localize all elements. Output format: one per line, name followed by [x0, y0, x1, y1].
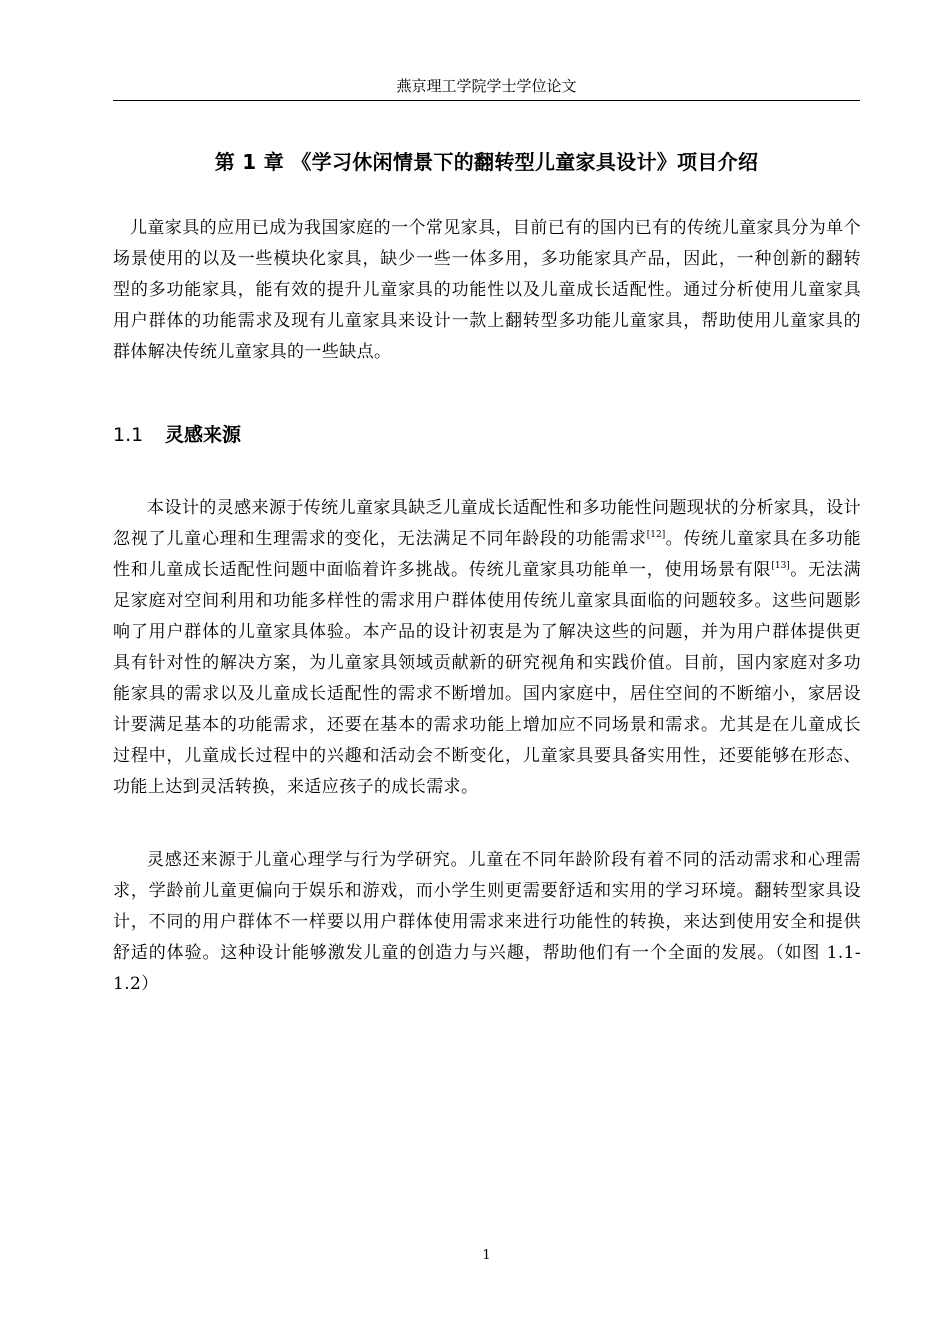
section-title: 灵感来源 [165, 424, 242, 446]
chapter-title: 第 1 章 《学习休闲情景下的翻转型儿童家具设计》项目介绍 [214, 150, 759, 174]
paragraph1-text-c: 。无法满足家庭对空间利用和功能多样性的需求用户群体使用传统儿童家具面临的问题较多。这些问题影响了用户群体的儿童家具体验。本产品的设计初衷是为了解决这些的问题，并为用户群体提供更具有针对性的解决方案，为儿童家具领域贡献新的研究视角和实践价值。目前，国内家庭对多功能家具的需求以及儿童成长适配性的需求不断增加。国内家庭中，居住空间的不断缩小，家居设计要满足基本的功能需求，还要在基本的需求功能上增加应不同场景和需求。尤其是在儿童成长过程中，儿童成长过程中的兴趣和活动会不断变化，儿童家具要具备实用性，还要能够在形态、功能上达到灵活转换，来适应孩子的成长需求。 [113, 560, 861, 797]
paragraph1-text-b: 。传统儿童家具在多功能性和儿童成长适配性问题中面临着许多挑战。传统儿童家具功能单一，使用场景有限 [113, 529, 862, 580]
intro-paragraph: 儿童家具的应用已成为我国家庭的一个常见家具，目前已有的国内已有的传统儿童家具分为单个场景使用的以及一些模块化家具，缺少一些一体多用，多功能家具产品，因此，一种创新的翻转型的多功能家具，能有效的提升儿童家具的功能性以及儿童成长适配性。通过分析使用儿童家具用户群体的功能需求及现有儿童家具来设计一款上翻转型多功能儿童家具，帮助使用儿童家具的群体解决传统儿童家具的一些缺点。 [113, 218, 861, 362]
running-header: 燕京理工学院学士学位论文 [396, 77, 577, 95]
citation-12: [12] [646, 530, 666, 540]
body-paragraph-1 [113, 493, 861, 803]
citation-13: [13] [771, 561, 790, 571]
paragraph1-text-a: 本设计的灵感来源于传统儿童家具缺乏儿童成长适配性和多功能性问题现状的分析家具，设计忽视了儿童心理和生理需求的变化，无法满足不同年龄段的功能需求 [113, 498, 861, 549]
header-rule [113, 100, 860, 101]
section-number: 1.1 [113, 424, 144, 446]
section-heading [113, 421, 241, 449]
body-paragraph-2: 灵感还来源于儿童心理学与行为学研究。儿童在不同年龄阶段有着不同的活动需求和心理需求，学龄前儿童更偏向于娱乐和游戏，而小学生则更需要舒适和实用的学习环境。翻转型家具设计，不同的用户群体不一样要以用户群体使用需求来进行功能性的转换，来达到使用安全和提供舒适的体验。这种设计能够激发儿童的创造力与兴趣，帮助他们有一个全面的发展。（如图 1.1-1.2） [113, 850, 861, 994]
page-number: 1 [482, 1248, 491, 1263]
